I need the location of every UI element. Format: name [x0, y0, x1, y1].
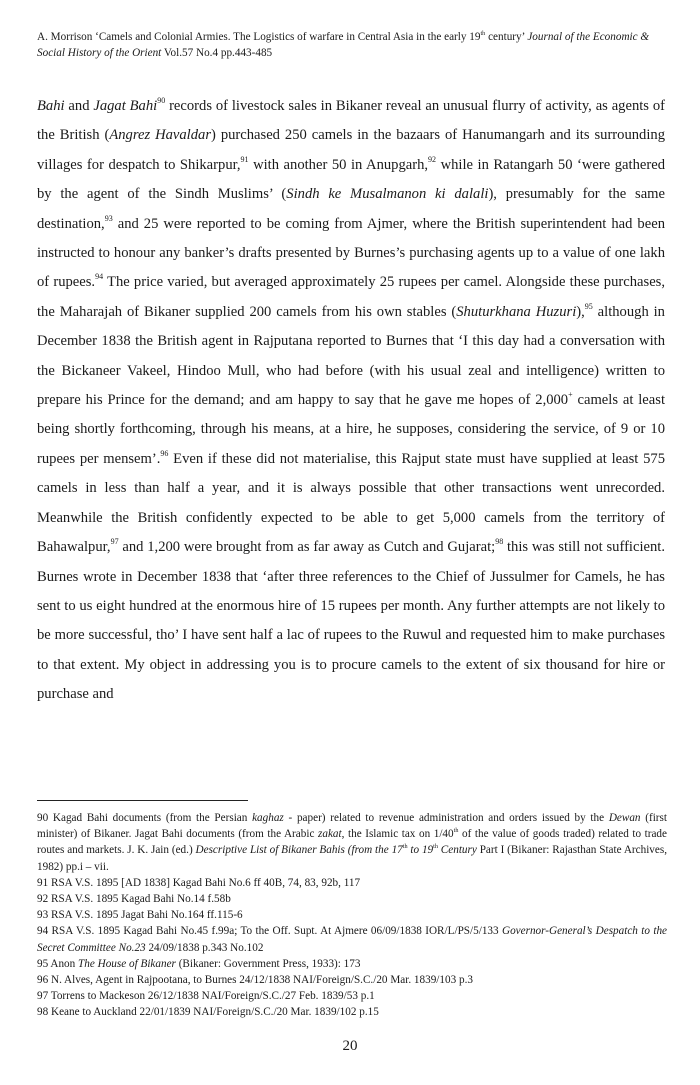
- book-title: Century: [437, 844, 477, 857]
- main-text: [37, 92, 665, 710]
- ordinal-sup: th: [402, 844, 408, 851]
- term: Dewan: [608, 812, 641, 824]
- text-run: while in Ratangarh 50 ‘were gathered by the agent of the Sindh Muslims’ (: [37, 156, 665, 203]
- text-run: and 25 were reported to be coming from Ajmer, where the British superintendent had been instructed to honour any banker’s drafts presented by Burnes’s purchasing agents up to a value of one lakh of rupees.: [37, 215, 665, 291]
- term: Jagat Bahi: [93, 98, 158, 114]
- footnote-ref[interactable]: 91: [240, 155, 249, 164]
- running-header: [37, 29, 667, 61]
- text-run: 24/09/1838 p.343 No.102: [145, 941, 264, 954]
- header-text: A. Morrison ‘Camels and Colonial Armies. The Logistics of warfare in Central Asia in the early 19: [37, 31, 481, 43]
- book-title: to 19: [407, 844, 434, 857]
- text-run: camels at least being shortly forthcoming, through his means, at a hire, he supposes, considering the service, of 9 or 10 rupees per mensem’.: [37, 392, 665, 467]
- term: zakat: [318, 828, 342, 841]
- text-run: ), presumably for the same destination,: [37, 186, 665, 232]
- text-run: this was still not sufficient. Burnes wrote in December 1838 that ‘after three references to the Chief of Jussulmer for Camels, he has sent to us eight hundred at the enormous hire of 15 rupees per month. Any further attempts are not likely to be more successful, tho’ I have sent half a lac of rupees to the Ruwul and requested him to make purchases to that extent. My object in addressing you is to procure camels to the extent of six thousand for hire or purchase and: [37, 539, 665, 703]
- text-run: records of livestock sales in Bikaner reveal an unusual flurry of activity, as agents of the British (: [37, 98, 665, 144]
- footnote-ref[interactable]: 90: [157, 96, 166, 106]
- footnote-94: [37, 923, 667, 955]
- text-run: - paper) related to revenue administration and orders issued by the: [283, 812, 609, 824]
- text-run: although in December 1838 the British agent in Rajputana reported to Burnes that ‘I this day had a conversation with the Bickaneer Vakeel, Hindoo Mull, who had before (with his usual zeal and intelligence) written to prepare his Prince for the demand; and am happy to say that he gave me hopes of 2,000: [37, 303, 665, 409]
- page-number: 20: [342, 1038, 358, 1054]
- footnote-ref[interactable]: 96: [160, 449, 169, 459]
- footnote-98: 98 Keane to Auckland 22/01/1839 NAI/Foreign/S.C./20 Mar. 1839/102 p.15: [37, 1006, 379, 1019]
- term: kaghaz: [252, 812, 284, 824]
- text-run: of the value of goods traded) related to trade routes and markets. J. K. Jain (ed.): [37, 828, 667, 857]
- term: Shuturkhana Huzuri: [456, 303, 577, 320]
- ordinal-sup: th: [453, 827, 459, 834]
- footnote-95: [37, 956, 667, 972]
- text-run: 94 RSA V.S. 1895 Kagad Bahi No.45 f.99a; To the Off. Supt. At Ajmere 06/09/1838 IOR/L/PS/5/133: [37, 925, 502, 938]
- footnote-97: 97 Torrens to Mackeson 26/12/1838 NAI/Foreign/S.C./27 Feb. 1839/53 p.1: [37, 990, 375, 1003]
- journal-title: Journal of the Economic & Social History of the Orient: [37, 31, 650, 59]
- footnote-ref[interactable]: 98: [495, 537, 504, 547]
- header-text-2: century’: [485, 31, 528, 43]
- footnote-ref[interactable]: 94: [95, 272, 104, 282]
- footnote-ref[interactable]: 95: [584, 302, 593, 312]
- footnote-ref[interactable]: 97: [110, 537, 119, 547]
- text-run: Part I (Bikaner: Rajasthan State Archives, 1982) pp.i – vii.: [37, 844, 668, 873]
- term: Sindh ke Musalmanon ki dalali: [286, 186, 489, 203]
- text-run: Even if these did not materialise, this Rajput state must have supplied at least 575 camels in less than half a year, and it is always possible that other transactions went unrecorded. Meanwhile the British confidently expected to be able to get 5,000 camels from the territory of Bahawalpur,: [37, 450, 665, 556]
- text-run: 95 Anon: [37, 957, 79, 970]
- text-run: ),: [576, 303, 585, 320]
- footnote-93: 93 RSA V.S. 1895 Jagat Bahi No.164 ff.115-6: [37, 909, 243, 922]
- text-run: and 1,200 were brought from as far away as Cutch and Gujarat;: [118, 539, 496, 556]
- text-run: ) purchased 250 camels in the bazaars of Hanumangarh and its surrounding villages for despatch to Shikarpur,: [37, 127, 665, 173]
- text-run: 90 Kagad Bahi documents (from the Persian: [37, 812, 253, 824]
- footnote-90: [37, 810, 667, 875]
- ordinal-sup: th: [433, 844, 438, 851]
- text-run: (Bikaner: Government Press, 1933): 173: [175, 957, 361, 970]
- paragraph: [37, 92, 665, 710]
- text-run: with another 50 in Anupgarh,: [248, 156, 429, 173]
- footnote-ref[interactable]: 93: [104, 213, 113, 223]
- text-run: (first minister) of Bikaner. Jagat Bahi documents (from the Arabic: [37, 812, 667, 841]
- text-run: The price varied, but averaged approximately 25 rupees per camel. Alongside these purchases, the Maharajah of Bikaner supplied 200 camels from his own stables (: [37, 274, 665, 320]
- footnote-ref[interactable]: 92: [428, 155, 437, 164]
- header-sup: th: [480, 30, 486, 37]
- footnote-96: 96 N. Alves, Agent in Rajpootana, to Burnes 24/12/1838 NAI/Foreign/S.C./20 Mar. 1839/103 p.3: [37, 974, 473, 987]
- footnotes: [37, 810, 667, 1021]
- journal-volume: Vol.57 No.4 pp.443-485: [161, 47, 273, 59]
- book-title: Descriptive List of Bikaner Bahis (from the 17: [195, 844, 403, 857]
- term: Bahi: [37, 98, 65, 114]
- book-title: The House of Bikaner: [78, 957, 176, 970]
- footnote-separator: [37, 800, 248, 801]
- footnote-92: 92 RSA V.S. 1895 Kagad Bahi No.14 f.58b: [37, 893, 231, 906]
- footnote-91: 91 RSA V.S. 1895 [AD 1838] Kagad Bahi No.6 ff 40B, 74, 83, 92b, 117: [37, 876, 361, 889]
- doc-title: Governor-General’s Despatch to the Secret Committee No.23: [37, 925, 668, 954]
- text-run: , the Islamic tax on 1/40: [341, 828, 454, 841]
- superscript-plus: +: [568, 390, 573, 400]
- text-run: and: [64, 98, 94, 114]
- term: Angrez Havaldar: [109, 127, 212, 144]
